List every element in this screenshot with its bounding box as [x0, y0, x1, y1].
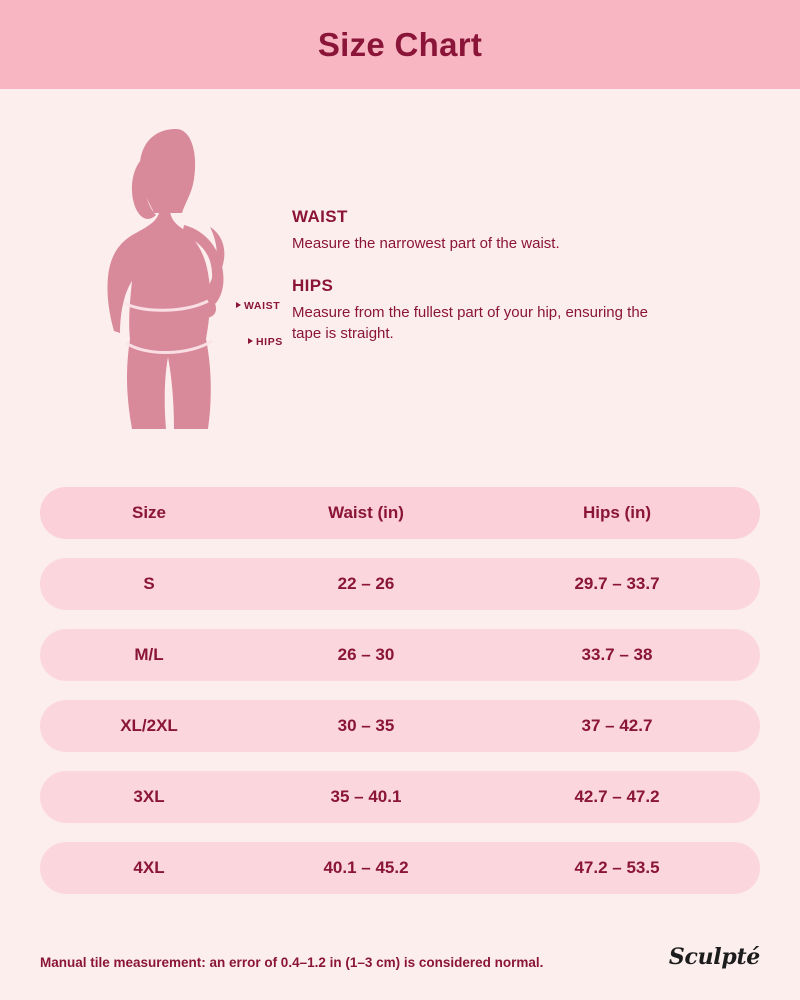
guide-text-hips: Measure from the fullest part of your hip, ensuring the tape is straight.	[292, 304, 649, 342]
measurement-disclaimer: Manual tile measurement: an error of 0.4–1.2 in (1–3 cm) is considered normal.	[40, 955, 544, 970]
guide-text-block	[290, 117, 760, 344]
measurement-guide-section	[0, 89, 800, 447]
cell-waist: 26 – 30	[337, 645, 395, 664]
arrow-right-icon	[236, 302, 241, 308]
cell-hips: 29.7 – 33.7	[574, 574, 660, 593]
waist-callout	[236, 300, 280, 312]
female-body-back-silhouette-icon	[80, 117, 280, 437]
arrow-right-icon	[248, 338, 253, 344]
cell-hips: 42.7 – 47.2	[574, 787, 660, 806]
cell-size: 3XL	[133, 787, 165, 806]
page-title: Size Chart	[317, 25, 483, 63]
table-row	[40, 629, 760, 681]
guide-title-waist: WAIST	[292, 207, 348, 226]
table-row	[40, 771, 760, 823]
page-header	[0, 0, 800, 89]
cell-waist: 30 – 35	[337, 716, 395, 735]
waist-callout-label: WAIST	[244, 300, 281, 312]
cell-size: S	[143, 574, 155, 593]
guide-title-hips: HIPS	[292, 276, 334, 295]
column-header-waist: Waist (in)	[328, 503, 404, 522]
table-row	[40, 558, 760, 610]
table-row	[40, 842, 760, 894]
cell-hips: 47.2 – 53.5	[574, 858, 660, 877]
guide-item-waist	[292, 207, 760, 254]
cell-size: 4XL	[133, 858, 165, 877]
cell-waist: 35 – 40.1	[330, 787, 402, 806]
cell-waist: 40.1 – 45.2	[323, 858, 409, 877]
cell-waist: 22 – 26	[337, 574, 395, 593]
table-row	[40, 700, 760, 752]
cell-size: XL/2XL	[120, 716, 178, 735]
page-footer	[0, 944, 800, 970]
cell-size: M/L	[134, 645, 164, 664]
size-table	[40, 487, 760, 894]
table-header-row	[40, 487, 760, 539]
guide-text-waist: Measure the narrowest part of the waist.	[292, 235, 560, 252]
hips-callout-label: HIPS	[256, 336, 283, 348]
column-header-size: Size	[131, 503, 167, 522]
brand-logo: Sculpté	[668, 944, 760, 970]
guide-item-hips	[292, 276, 760, 344]
column-header-hips: Hips (in)	[583, 503, 651, 522]
cell-hips: 37 – 42.7	[581, 716, 653, 735]
hips-callout	[248, 336, 283, 348]
illustration	[40, 117, 290, 447]
cell-hips: 33.7 – 38	[581, 645, 653, 664]
